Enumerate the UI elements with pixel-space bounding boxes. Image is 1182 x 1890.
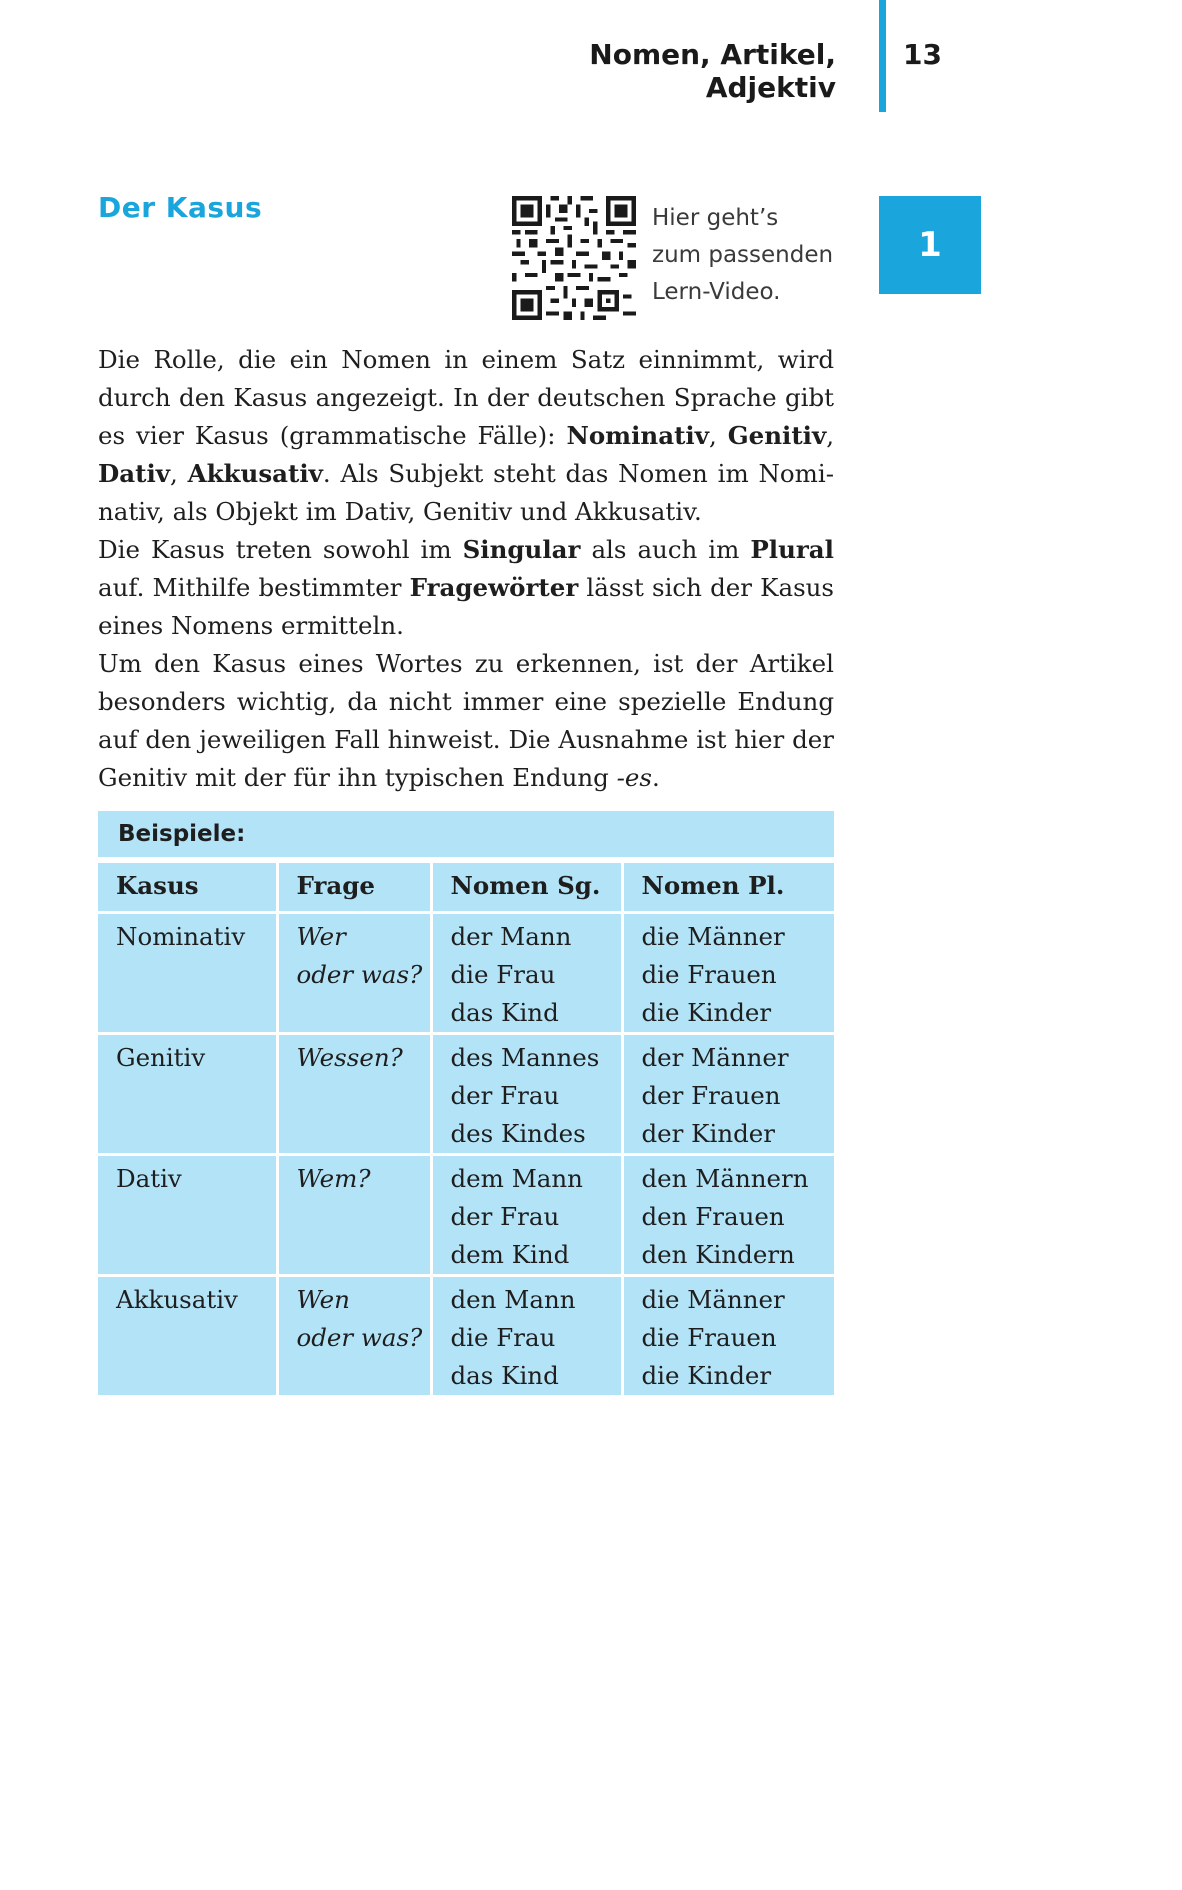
cell-line: den Männern [641, 1164, 809, 1193]
paragraph-2 [98, 531, 834, 645]
cell-line: die Männer [641, 922, 785, 951]
qr-caption-line: zum passenden [652, 242, 834, 268]
italic-term: -es [616, 763, 652, 792]
bold-term: Dativ [98, 459, 170, 488]
text-run: . Als Subjekt steht das Nomen im Nominativ, als Objekt im Dativ, Genitiv und Akkusativ. [98, 459, 834, 526]
cell-line: Wer [296, 922, 346, 951]
text-run: als auch im [580, 535, 751, 564]
cell-nomen-sg [431, 1034, 622, 1155]
cell-line: die Kinder [641, 1361, 772, 1390]
table-row [98, 1034, 834, 1155]
cell-line: die Kinder [641, 998, 772, 1027]
cell-kasus [98, 913, 277, 1034]
table-row [98, 1276, 834, 1396]
cell-line: den Frauen [641, 1202, 785, 1231]
cell-nomen-sg [431, 913, 622, 1034]
cell-line: die Frauen [641, 960, 777, 989]
cell-line: die Männer [641, 1285, 785, 1314]
cell-line: der Kinder [641, 1119, 775, 1148]
cell-line: der Mann [450, 922, 572, 951]
cell-line: das Kind [450, 1361, 559, 1390]
bold-term: Genitiv [727, 421, 827, 450]
cell-line: dem Kind [450, 1240, 570, 1269]
text-run: Die Rolle, die ein Nomen in einem Satz einnimmt, wird durch den Kasus angezeigt. In der deutschen Sprache gibt es vier Kasus (grammatische Fälle): [98, 345, 834, 450]
cell-line: den Kindern [641, 1240, 795, 1269]
bold-term: Akkusativ [187, 459, 323, 488]
text-run: , [826, 421, 835, 450]
cell-nomen-sg [431, 1155, 622, 1276]
cell-line: dem Mann [450, 1164, 583, 1193]
table-row [98, 913, 834, 1034]
text-run: Die Kasus treten sowohl im [98, 535, 463, 564]
running-head-rule [879, 0, 886, 112]
cell-line: der Frau [450, 1202, 560, 1231]
cell-line: der Männer [641, 1043, 789, 1072]
cell-frage [277, 913, 431, 1034]
cell-nomen-sg [431, 1276, 622, 1396]
cell-line: des Kindes [450, 1119, 586, 1148]
text-run: . [652, 763, 660, 792]
cell-nomen-pl [622, 1276, 834, 1396]
qr-caption-line: Lern-Video. [652, 279, 781, 305]
table-row [98, 1155, 834, 1276]
bold-term: Singular [462, 535, 581, 564]
case-table [98, 860, 834, 1395]
text-run: , [708, 421, 728, 450]
cell-line: Wessen? [296, 1043, 403, 1072]
qr-caption [652, 200, 852, 311]
text-run: auf. Mithilfe bestimmter [98, 573, 410, 602]
cell-line: der Frau [450, 1081, 560, 1110]
bold-term: Nominativ [566, 421, 709, 450]
cell-line: der Frauen [641, 1081, 781, 1110]
text-run: lässt sich der Kasus eines Nomens ermitteln. [98, 573, 834, 640]
bold-term: Plural [750, 535, 834, 564]
table-header-row [98, 862, 834, 913]
cell-line: die Frau [450, 960, 556, 989]
header-frage: Frage [277, 862, 431, 913]
cell-line: die Frau [450, 1323, 556, 1352]
cell-line: Wen [296, 1285, 350, 1314]
body-text [98, 341, 834, 797]
cell-line: Genitiv [116, 1043, 206, 1072]
page-number: 13 [903, 38, 942, 71]
cell-kasus [98, 1155, 277, 1276]
bold-term: Fragewörter [409, 573, 579, 602]
cell-kasus [98, 1034, 277, 1155]
cell-line: oder was? [296, 1323, 423, 1352]
cell-frage [277, 1155, 431, 1276]
cell-line: oder was? [296, 960, 423, 989]
text-run: Um den Kasus eines Wortes zu erkennen, ist der Artikel besonders wichtig, da nicht immer eine spezielle Endung auf den jeweiligen Fall hinweist. Die Ausnahme ist hier der Genitiv mit der für ihn typischen Endung [98, 649, 834, 792]
header-kasus: Kasus [98, 862, 277, 913]
chapter-tab: 1 [879, 196, 981, 294]
cell-line: Akkusativ [116, 1285, 238, 1314]
qr-caption-line: Hier geht’s [652, 205, 779, 231]
cell-line: des Mannes [450, 1043, 600, 1072]
header-nomen-pl: Nomen Pl. [622, 862, 834, 913]
cell-line: das Kind [450, 998, 559, 1027]
cell-line: den Mann [450, 1285, 576, 1314]
qr-code-icon[interactable] [512, 196, 636, 320]
cell-nomen-pl [622, 1034, 834, 1155]
example-table [98, 811, 834, 1395]
example-caption: Beispiele: [98, 811, 834, 860]
cell-line: Nominativ [116, 922, 246, 951]
section-title: Der Kasus [98, 191, 263, 224]
paragraph-1 [98, 341, 834, 531]
paragraph-3 [98, 645, 834, 797]
header-nomen-sg: Nomen Sg. [431, 862, 622, 913]
text-run: , [169, 459, 188, 488]
cell-frage [277, 1276, 431, 1396]
cell-nomen-pl [622, 1155, 834, 1276]
cell-kasus [98, 1276, 277, 1396]
cell-line: Dativ [116, 1164, 182, 1193]
cell-nomen-pl [622, 913, 834, 1034]
cell-frage [277, 1034, 431, 1155]
cell-line: die Frauen [641, 1323, 777, 1352]
cell-line: Wem? [296, 1164, 371, 1193]
running-head: Nomen, Artikel, Adjektiv [589, 38, 836, 104]
